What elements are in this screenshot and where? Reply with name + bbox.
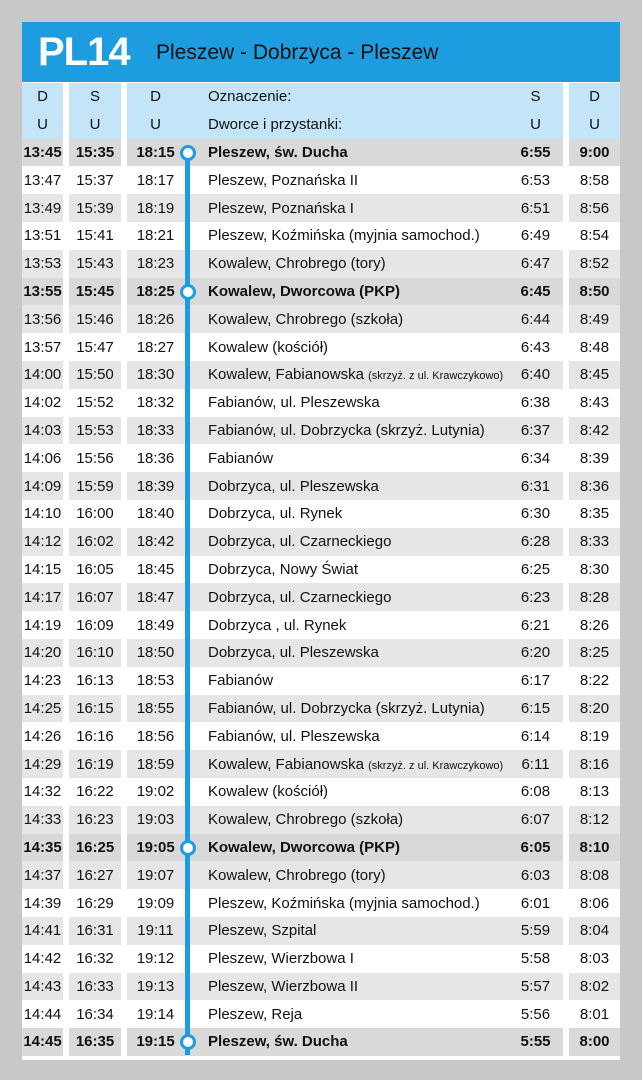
stop-name-text: Fabianów, ul. Pleszewska (208, 727, 380, 745)
departure-time: 8:00 (566, 1028, 620, 1056)
column-day-type: S (66, 83, 124, 111)
departure-time: 15:47 (66, 333, 124, 361)
departure-time: 8:08 (566, 861, 620, 889)
departure-time: 18:59 (124, 750, 184, 778)
stop-header-label: Oznaczenie: (204, 83, 508, 111)
departure-time: 6:49 (508, 222, 566, 250)
departure-time: 6:38 (508, 389, 566, 417)
departure-time: 15:59 (66, 472, 124, 500)
departure-time: 6:01 (508, 889, 566, 917)
departure-time: 16:23 (66, 806, 124, 834)
departure-time: 14:12 (22, 528, 66, 556)
stop-name-text: Pleszew, Koźmińska (myjnia samochod.) (208, 227, 480, 245)
stop-name-text: Fabianów, ul. Dobrzycka (skrzyż. Lutynia) (208, 421, 485, 439)
departure-time: 18:25 (124, 278, 184, 306)
table-row (22, 556, 620, 584)
departure-time: 6:08 (508, 778, 566, 806)
departure-time: 8:49 (566, 305, 620, 333)
stop-name (204, 166, 508, 194)
column-day-type: U (66, 111, 124, 139)
departure-time: 6:55 (508, 139, 566, 167)
departure-time: 15:41 (66, 222, 124, 250)
departure-time: 18:19 (124, 194, 184, 222)
table-row (22, 834, 620, 862)
stop-name (204, 1000, 508, 1028)
departure-time: 16:25 (66, 834, 124, 862)
column-day-type: D (22, 83, 66, 111)
departure-time: 15:45 (66, 278, 124, 306)
stop-name-text: Fabianów (208, 449, 274, 467)
departure-time: 14:35 (22, 834, 66, 862)
stop-name (204, 722, 508, 750)
departure-time: 8:52 (566, 250, 620, 278)
table-row (22, 417, 620, 445)
stop-name (204, 333, 508, 361)
departure-time: 18:56 (124, 722, 184, 750)
stop-name-text: Kowalew (kościół) (208, 338, 329, 356)
departure-time: 8:13 (566, 778, 620, 806)
departure-time: 16:27 (66, 861, 124, 889)
stop-name-text: Dobrzyca , ul. Rynek (208, 616, 347, 634)
departure-time: 6:28 (508, 528, 566, 556)
departure-time: 8:42 (566, 417, 620, 445)
table-row (22, 583, 620, 611)
table-row (22, 695, 620, 723)
departure-time: 8:03 (566, 945, 620, 973)
departure-time: 6:53 (508, 166, 566, 194)
stop-name (204, 472, 508, 500)
departure-time: 16:07 (66, 583, 124, 611)
departure-time: 8:35 (566, 500, 620, 528)
departure-time: 13:56 (22, 305, 66, 333)
departure-time: 16:34 (66, 1000, 124, 1028)
departure-time: 19:02 (124, 778, 184, 806)
departure-time: 8:16 (566, 750, 620, 778)
table-row (22, 528, 620, 556)
departure-time: 8:02 (566, 973, 620, 1001)
stop-name (204, 973, 508, 1001)
table-row (22, 917, 620, 945)
column-day-type: D (124, 83, 184, 111)
departure-time: 19:12 (124, 945, 184, 973)
departure-time: 6:37 (508, 417, 566, 445)
timetable (22, 83, 620, 1056)
table-row (22, 166, 620, 194)
departure-time: 14:20 (22, 639, 66, 667)
departure-time: 6:31 (508, 472, 566, 500)
stop-name-text: Kowalew, Chrobrego (tory) (208, 866, 386, 884)
departure-time: 16:02 (66, 528, 124, 556)
departure-time: 8:54 (566, 222, 620, 250)
departure-time: 8:39 (566, 444, 620, 472)
departure-time: 14:15 (22, 556, 66, 584)
departure-time: 6:51 (508, 194, 566, 222)
stop-name (204, 305, 508, 333)
departure-time: 8:50 (566, 278, 620, 306)
departure-time: 6:07 (508, 806, 566, 834)
departure-time: 6:14 (508, 722, 566, 750)
departure-time: 15:50 (66, 361, 124, 389)
departure-time: 14:00 (22, 361, 66, 389)
stop-name (204, 389, 508, 417)
timetable-card (22, 22, 620, 1060)
departure-time: 16:13 (66, 667, 124, 695)
departure-time: 18:55 (124, 695, 184, 723)
stop-name-text: Pleszew, Poznańska I (208, 199, 354, 217)
departure-time: 15:39 (66, 194, 124, 222)
departure-time: 13:55 (22, 278, 66, 306)
departure-time: 8:58 (566, 166, 620, 194)
departure-time: 19:13 (124, 973, 184, 1001)
stop-name-text: Kowalew, Chrobrego (szkoła) (208, 310, 404, 328)
stop-name-text: Pleszew, św. Ducha (208, 1033, 348, 1051)
departure-time: 18:50 (124, 639, 184, 667)
stop-name (204, 139, 508, 167)
stop-name (204, 444, 508, 472)
departure-time: 16:10 (66, 639, 124, 667)
departure-time: 14:23 (22, 667, 66, 695)
departure-time: 13:51 (22, 222, 66, 250)
stop-name (204, 750, 508, 778)
departure-time: 8:12 (566, 806, 620, 834)
stop-name-text: Pleszew, Szpital (208, 922, 317, 940)
departure-time: 14:17 (22, 583, 66, 611)
departure-time: 14:43 (22, 973, 66, 1001)
departure-time: 18:53 (124, 667, 184, 695)
departure-time: 8:33 (566, 528, 620, 556)
departure-time: 6:40 (508, 361, 566, 389)
departure-time: 13:47 (22, 166, 66, 194)
departure-time: 14:10 (22, 500, 66, 528)
departure-time: 6:03 (508, 861, 566, 889)
stop-name (204, 639, 508, 667)
table-row (22, 444, 620, 472)
departure-time: 13:49 (22, 194, 66, 222)
departure-time: 14:03 (22, 417, 66, 445)
departure-time: 16:29 (66, 889, 124, 917)
table-row (22, 750, 620, 778)
departure-time: 19:03 (124, 806, 184, 834)
table-header-row (22, 83, 620, 111)
departure-time: 14:06 (22, 444, 66, 472)
departure-time: 18:33 (124, 417, 184, 445)
stop-name-text: Pleszew, Poznańska II (208, 171, 359, 189)
departure-time: 8:48 (566, 333, 620, 361)
departure-time: 13:53 (22, 250, 66, 278)
stop-name-text: Kowalew, Chrobrego (szkoła) (208, 811, 404, 829)
departure-time: 19:05 (124, 834, 184, 862)
departure-time: 18:40 (124, 500, 184, 528)
departure-time: 18:49 (124, 611, 184, 639)
stop-name-text: Dobrzyca, ul. Rynek (208, 505, 343, 523)
stop-name (204, 556, 508, 584)
column-day-type: U (124, 111, 184, 139)
departure-time: 16:19 (66, 750, 124, 778)
departure-time: 6:20 (508, 639, 566, 667)
departure-time: 19:11 (124, 917, 184, 945)
departure-time: 14:26 (22, 722, 66, 750)
departure-time: 16:32 (66, 945, 124, 973)
stop-name-text: Dobrzyca, ul. Pleszewska (208, 644, 379, 662)
departure-time: 14:45 (22, 1028, 66, 1056)
departure-time: 15:43 (66, 250, 124, 278)
departure-time: 15:53 (66, 417, 124, 445)
departure-time: 6:30 (508, 500, 566, 528)
table-row (22, 639, 620, 667)
departure-time: 19:15 (124, 1028, 184, 1056)
column-day-type: S (508, 83, 566, 111)
stop-name (204, 222, 508, 250)
table-header-row (22, 111, 620, 139)
departure-time: 6:47 (508, 250, 566, 278)
departure-time: 15:35 (66, 139, 124, 167)
departure-time: 16:16 (66, 722, 124, 750)
departure-time: 14:41 (22, 917, 66, 945)
departure-time: 18:27 (124, 333, 184, 361)
major-stop-marker (180, 284, 196, 300)
column-day-type: U (566, 111, 620, 139)
stop-name-text: Dobrzyca, ul. Czarneckiego (208, 588, 392, 606)
stop-name-text: Pleszew, Wierzbowa II (208, 977, 359, 995)
departure-time: 14:32 (22, 778, 66, 806)
departure-time: 16:00 (66, 500, 124, 528)
stop-name-text: Kowalew, Fabianowska (208, 366, 364, 384)
departure-time: 8:43 (566, 389, 620, 417)
stop-note: (skrzyż. z ul. Krawczykowo) (368, 759, 504, 772)
departure-time: 6:11 (508, 750, 566, 778)
column-day-type: U (508, 111, 566, 139)
stop-name-text: Pleszew, Reja (208, 1005, 303, 1023)
table-row (22, 889, 620, 917)
timetable-header (22, 22, 620, 82)
departure-time: 18:45 (124, 556, 184, 584)
column-day-type: D (566, 83, 620, 111)
departure-time: 18:21 (124, 222, 184, 250)
stop-note: (skrzyż. z ul. Krawczykowo) (368, 370, 504, 383)
departure-time: 8:36 (566, 472, 620, 500)
stop-name (204, 194, 508, 222)
departure-time: 8:01 (566, 1000, 620, 1028)
stop-name (204, 583, 508, 611)
table-row (22, 472, 620, 500)
departure-time: 18:39 (124, 472, 184, 500)
stop-name-text: Kowalew, Fabianowska (208, 755, 364, 773)
departure-time: 18:32 (124, 389, 184, 417)
route-name: Pleszew - Dobrzyca - Pleszew (156, 41, 439, 64)
departure-time: 8:10 (566, 834, 620, 862)
departure-time: 18:36 (124, 444, 184, 472)
departure-time: 16:05 (66, 556, 124, 584)
departure-time: 6:21 (508, 611, 566, 639)
departure-time: 6:17 (508, 667, 566, 695)
table-row (22, 667, 620, 695)
departure-time: 14:42 (22, 945, 66, 973)
departure-time: 16:31 (66, 917, 124, 945)
stop-name-text: Fabianów (208, 672, 274, 690)
table-row (22, 1028, 620, 1056)
stop-name-text: Kowalew, Chrobrego (tory) (208, 255, 386, 273)
table-row (22, 333, 620, 361)
departure-time: 8:04 (566, 917, 620, 945)
major-stop-marker (180, 1034, 196, 1050)
departure-time: 14:19 (22, 611, 66, 639)
stop-name-text: Fabianów, ul. Pleszewska (208, 394, 380, 412)
stop-name (204, 278, 508, 306)
departure-time: 14:44 (22, 1000, 66, 1028)
departure-time: 8:22 (566, 667, 620, 695)
departure-time: 16:33 (66, 973, 124, 1001)
departure-time: 5:55 (508, 1028, 566, 1056)
departure-time: 13:57 (22, 333, 66, 361)
departure-time: 9:00 (566, 139, 620, 167)
stop-name (204, 806, 508, 834)
departure-time: 6:34 (508, 444, 566, 472)
stop-name (204, 417, 508, 445)
table-row (22, 389, 620, 417)
stop-name (204, 611, 508, 639)
table-row (22, 222, 620, 250)
departure-time: 6:05 (508, 834, 566, 862)
table-row (22, 1000, 620, 1028)
stop-name (204, 861, 508, 889)
departure-time: 8:19 (566, 722, 620, 750)
route-code: PL14 (38, 30, 130, 74)
table-row (22, 139, 620, 167)
stop-name-text: Pleszew, św. Ducha (208, 143, 348, 161)
departure-time: 18:47 (124, 583, 184, 611)
departure-time: 15:52 (66, 389, 124, 417)
table-row (22, 945, 620, 973)
departure-time: 6:45 (508, 278, 566, 306)
departure-time: 14:25 (22, 695, 66, 723)
table-row (22, 500, 620, 528)
stop-name-text: Fabianów, ul. Dobrzycka (skrzyż. Lutynia) (208, 699, 485, 717)
departure-time: 6:15 (508, 695, 566, 723)
departure-time: 18:26 (124, 305, 184, 333)
departure-time: 18:15 (124, 139, 184, 167)
stop-name-text: Kowalew, Dworcowa (PKP) (208, 838, 400, 856)
table-row (22, 361, 620, 389)
departure-time: 6:23 (508, 583, 566, 611)
departure-time: 8:30 (566, 556, 620, 584)
stop-name (204, 500, 508, 528)
stop-name-text: Kowalew, Dworcowa (PKP) (208, 282, 400, 300)
major-stop-marker (180, 145, 196, 161)
departure-time: 8:45 (566, 361, 620, 389)
departure-time: 15:46 (66, 305, 124, 333)
departure-time: 19:09 (124, 889, 184, 917)
departure-time: 19:07 (124, 861, 184, 889)
stop-name (204, 834, 508, 862)
stop-name (204, 945, 508, 973)
stop-name (204, 1028, 508, 1056)
stop-name (204, 528, 508, 556)
table-row (22, 194, 620, 222)
departure-time: 16:22 (66, 778, 124, 806)
departure-time: 8:28 (566, 583, 620, 611)
departure-time: 14:39 (22, 889, 66, 917)
table-row (22, 973, 620, 1001)
stop-name (204, 917, 508, 945)
departure-time: 8:25 (566, 639, 620, 667)
departure-time: 6:25 (508, 556, 566, 584)
table-row (22, 250, 620, 278)
table-row (22, 611, 620, 639)
table-row (22, 722, 620, 750)
departure-time: 16:35 (66, 1028, 124, 1056)
departure-time: 14:37 (22, 861, 66, 889)
stop-name (204, 250, 508, 278)
departure-time: 18:23 (124, 250, 184, 278)
departure-time: 5:56 (508, 1000, 566, 1028)
stop-name (204, 695, 508, 723)
departure-time: 18:30 (124, 361, 184, 389)
stop-name (204, 667, 508, 695)
departure-time: 14:02 (22, 389, 66, 417)
stop-name-text: Dobrzyca, ul. Pleszewska (208, 477, 379, 495)
stop-name-text: Dobrzyca, Nowy Świat (208, 560, 359, 578)
departure-time: 14:09 (22, 472, 66, 500)
departure-time: 8:20 (566, 695, 620, 723)
departure-time: 6:43 (508, 333, 566, 361)
departure-time: 14:29 (22, 750, 66, 778)
major-stop-marker (180, 840, 196, 856)
departure-time: 18:17 (124, 166, 184, 194)
departure-time: 19:14 (124, 1000, 184, 1028)
departure-time: 5:57 (508, 973, 566, 1001)
departure-time: 5:58 (508, 945, 566, 973)
table-row (22, 806, 620, 834)
stop-name (204, 778, 508, 806)
stop-name (204, 889, 508, 917)
departure-time: 14:33 (22, 806, 66, 834)
stop-name (204, 361, 508, 389)
departure-time: 5:59 (508, 917, 566, 945)
column-day-type: U (22, 111, 66, 139)
departure-time: 16:15 (66, 695, 124, 723)
stop-name-text: Pleszew, Wierzbowa I (208, 950, 354, 968)
stop-header-label: Dworce i przystanki: (204, 111, 508, 139)
table-row (22, 778, 620, 806)
departure-time: 15:56 (66, 444, 124, 472)
departure-time: 6:44 (508, 305, 566, 333)
table-row (22, 861, 620, 889)
departure-time: 13:45 (22, 139, 66, 167)
table-row (22, 278, 620, 306)
stop-name-text: Dobrzyca, ul. Czarneckiego (208, 533, 392, 551)
departure-time: 8:26 (566, 611, 620, 639)
departure-time: 8:56 (566, 194, 620, 222)
table-row (22, 305, 620, 333)
departure-time: 18:42 (124, 528, 184, 556)
departure-time: 8:06 (566, 889, 620, 917)
departure-time: 15:37 (66, 166, 124, 194)
departure-time: 16:09 (66, 611, 124, 639)
stop-name-text: Pleszew, Koźmińska (myjnia samochod.) (208, 894, 480, 912)
stop-name-text: Kowalew (kościół) (208, 783, 329, 801)
